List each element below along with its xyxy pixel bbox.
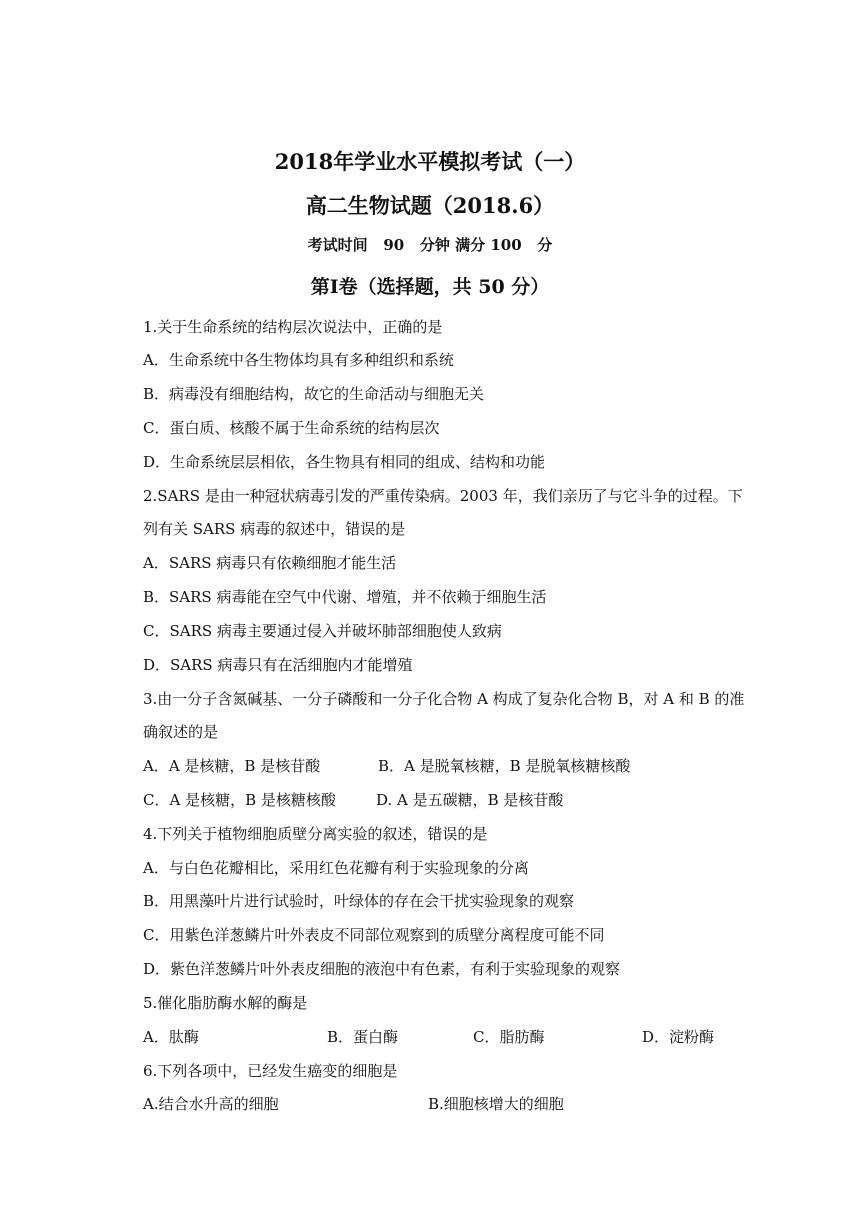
- question-4-option-a: A．与白色花瓣相比，采用红色花瓣有利于实验现象的分离: [143, 859, 529, 877]
- question-6-option-b: B.细胞核增大的细胞: [428, 1095, 564, 1113]
- question-6-option-a: A.结合水升高的细胞: [143, 1095, 279, 1113]
- question-5-option-d: D．淀粉酶: [642, 1028, 715, 1046]
- question-2-option-a: A．SARS 病毒只有依赖细胞才能生活: [143, 554, 397, 572]
- question-3-option-c: C．A 是核糖，B 是核糖核酸: [143, 791, 336, 809]
- question-6-stem: 6.下列各项中，已经发生癌变的细胞是: [143, 1062, 398, 1080]
- question-3-option-b: B．A 是脱氧核糖，B 是脱氧核糖核酸: [378, 757, 631, 775]
- section-heading: 第Ⅰ卷（选择题，共 50 分）: [310, 276, 550, 298]
- question-1-stem: 1.关于生命系统的结构层次说法中，正确的是: [143, 318, 443, 336]
- question-3-stem-cont: 确叙述的是: [143, 723, 219, 741]
- question-1-option-b: B．病毒没有细胞结构，故它的生命活动与细胞无关: [143, 385, 485, 403]
- question-3-option-a: A．A 是核糖，B 是核苷酸: [143, 757, 321, 775]
- question-5-stem: 5.催化脂肪酶水解的酶是: [143, 994, 308, 1012]
- question-4-option-c: C．用紫色洋葱鳞片叶外表皮不同部位观察到的质壁分离程度可能不同: [143, 926, 605, 944]
- exam-subtitle: 高二生物试题（2018.6）: [305, 193, 555, 218]
- exam-info: 考试时间 90 分钟 满分 100 分: [307, 236, 553, 254]
- question-4-option-b: B．用黑藻叶片进行试验时，叶绿体的存在会干扰实验现象的观察: [143, 892, 575, 910]
- question-1-option-c: C．蛋白质、核酸不属于生命系统的结构层次: [143, 419, 440, 437]
- question-1-option-a: A．生命系统中各生物体均具有多种组织和系统: [143, 351, 454, 369]
- question-5-option-b: B．蛋白酶: [327, 1028, 399, 1046]
- question-2-option-b: B．SARS 病毒能在空气中代谢、增殖，并不依赖于细胞生活: [143, 588, 547, 606]
- question-2-option-c: C．SARS 病毒主要通过侵入并破坏肺部细胞使人致病: [143, 622, 502, 640]
- question-4-stem: 4.下列关于植物细胞质壁分离实验的叙述，错误的是: [143, 825, 488, 843]
- question-2-stem: 2.SARS 是由一种冠状病毒引发的严重传染病。2003 年，我们亲历了与它斗争的过程。下: [143, 487, 743, 505]
- question-5-option-a: A．肽酶: [143, 1028, 199, 1046]
- question-3-stem: 3.由一分子含氮碱基、一分子磷酸和一分子化合物 A 构成了复杂化合物 B，对 A 和 B 的准: [143, 690, 745, 708]
- question-4-option-d: D．紫色洋葱鳞片叶外表皮细胞的液泡中有色素，有利于实验现象的观察: [143, 960, 621, 978]
- question-2-option-d: D．SARS 病毒只有在活细胞内才能增殖: [143, 656, 413, 674]
- question-5-option-c: C．脂肪酶: [473, 1028, 545, 1046]
- question-2-stem-cont: 列有关 SARS 病毒的叙述中，错误的是: [143, 520, 406, 538]
- exam-title: 2018年学业水平模拟考试（一）: [274, 149, 586, 174]
- question-3-option-d: D. A 是五碳糖，B 是核苷酸: [376, 791, 564, 809]
- question-1-option-d: D．生命系统层层相依，各生物具有相同的组成、结构和功能: [143, 453, 546, 471]
